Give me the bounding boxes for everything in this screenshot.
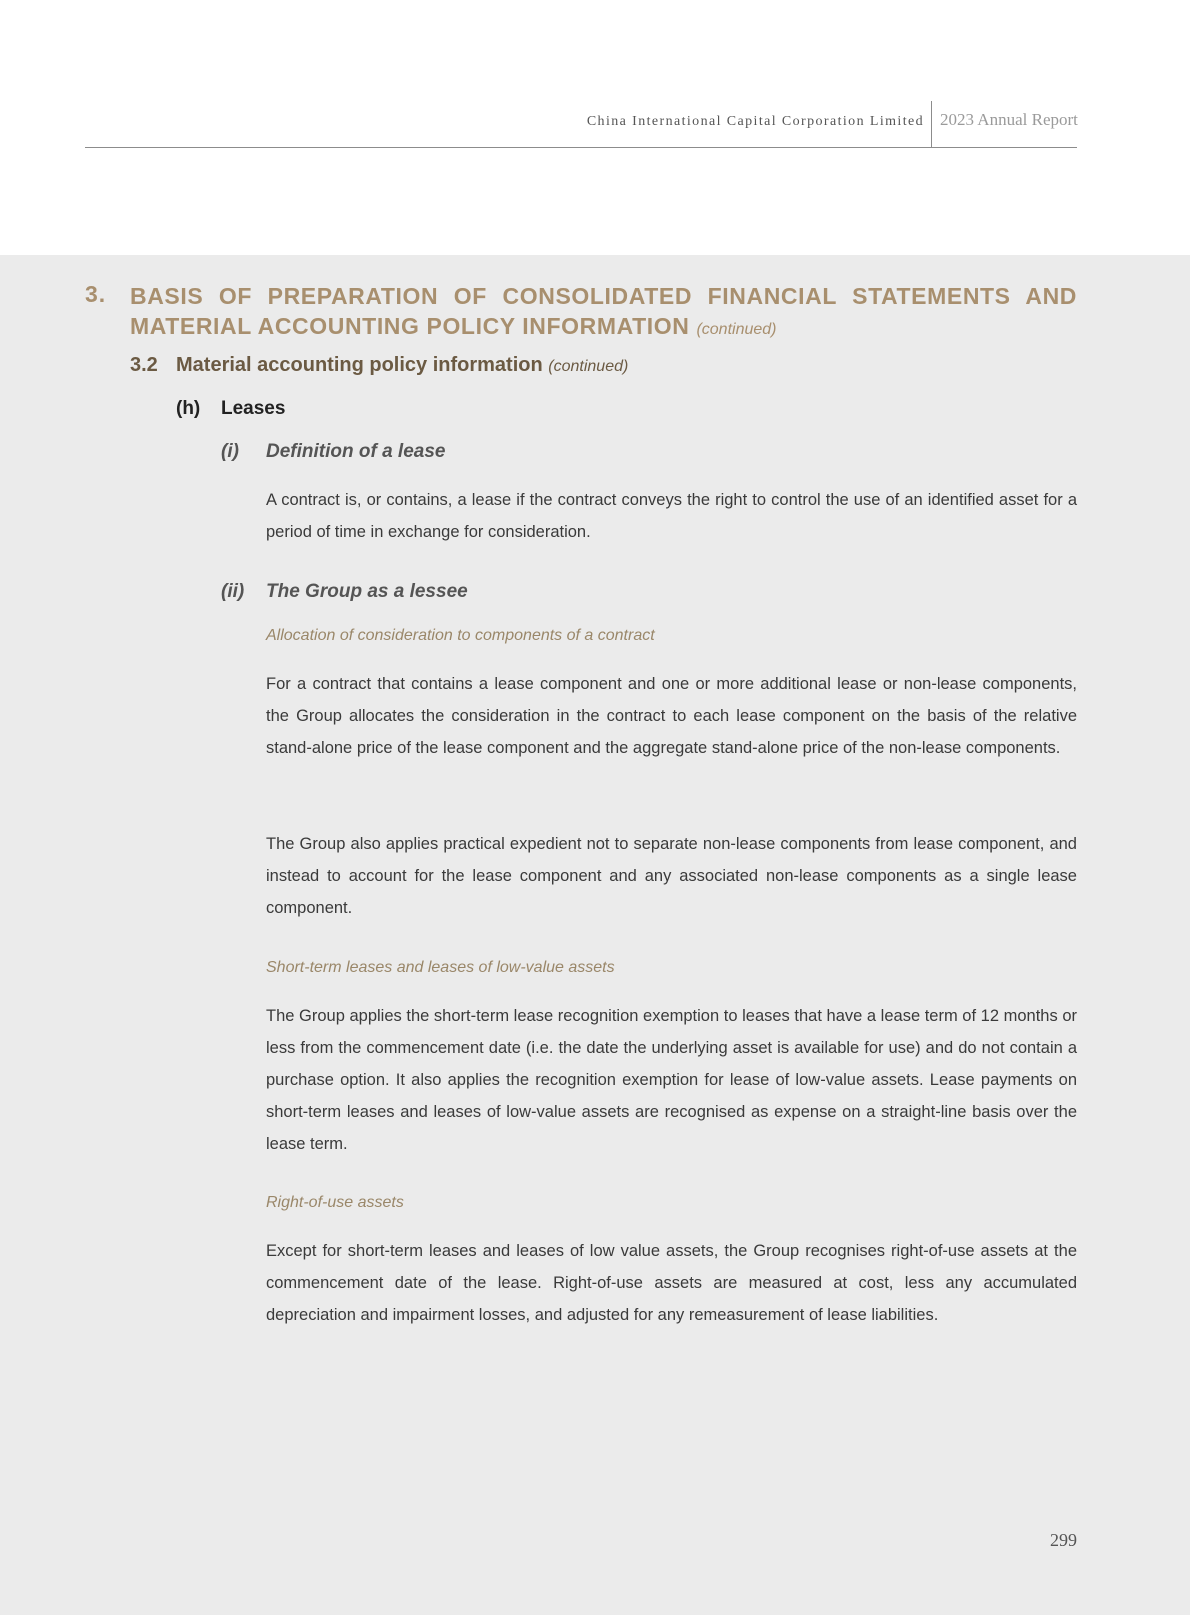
header-rule bbox=[85, 147, 1077, 148]
paragraph-allocation: For a contract that contains a lease component and one or more additional lease or non-lease components, the Group allocates the consideration in the contract to each lease component on the basis of the relative stand-alone price of the lease component and the aggregate stand-alone price of the non-lease components. bbox=[266, 675, 1077, 757]
page-header bbox=[0, 0, 1190, 255]
subheading-right-of-use: Right-of-use assets bbox=[266, 1194, 404, 1211]
item-i-title: Definition of a lease bbox=[266, 441, 446, 462]
section-number: 3. bbox=[85, 281, 107, 307]
page-number: 299 bbox=[1050, 1530, 1077, 1550]
item-ii-number: (ii) bbox=[221, 581, 245, 602]
paragraph-practical-expedient: The Group also applies practical expedient not to separate non-lease components from lease component, and instead to account for the lease component and any associated non-lease components as a single lease component. bbox=[266, 835, 1077, 917]
subsection-number: 3.2 bbox=[130, 354, 158, 376]
subsection-title-text: Material accounting policy information bbox=[176, 354, 543, 376]
item-h-number: (h) bbox=[176, 398, 201, 419]
item-ii-title: The Group as a lessee bbox=[266, 581, 468, 602]
section-title-line2: MATERIAL ACCOUNTING POLICY INFORMATION bbox=[130, 313, 690, 339]
page-content bbox=[0, 255, 1190, 1615]
subheading-allocation: Allocation of consideration to components of a contract bbox=[266, 627, 655, 644]
item-i-number: (i) bbox=[221, 441, 239, 462]
paragraph-right-of-use: Except for short-term leases and leases of low value assets, the Group recognises right-of-use assets at the commencement date of the lease. Right-of-use assets are measured at cost, less any accumulated depreciation and impairment losses, and adjusted for any remeasurement of lease liabilities. bbox=[266, 1242, 1077, 1324]
paragraph-short-term: The Group applies the short-term lease recognition exemption to leases that have a lease term of 12 months or less from the commencement date (i.e. the date the underlying asset is available for use) and do not contain a purchase option. It also applies the recognition exemption for lease of low-value assets. Lease payments on short-term leases and leases of low-value assets are recognised as expense on a straight-line basis over the lease term. bbox=[266, 1007, 1077, 1153]
subsection-title bbox=[176, 354, 628, 377]
section-title-line1: BASIS OF PREPARATION OF CONSOLIDATED FINANCIAL STATEMENTS AND bbox=[130, 283, 1077, 309]
item-i-paragraph: A contract is, or contains, a lease if the contract conveys the right to control the use of an identified asset for a period of time in exchange for consideration. bbox=[266, 491, 1077, 541]
subsection-continued: (continued) bbox=[548, 358, 629, 375]
header-company-name: China International Capital Corporation Limited bbox=[586, 114, 924, 129]
section-title bbox=[130, 281, 1077, 345]
item-h-title: Leases bbox=[221, 398, 286, 419]
header-report-title: 2023 Annual Report bbox=[940, 110, 1078, 129]
section-continued: (continued) bbox=[696, 321, 777, 338]
header-divider bbox=[931, 101, 932, 147]
subheading-short-term: Short-term leases and leases of low-value assets bbox=[266, 959, 615, 976]
